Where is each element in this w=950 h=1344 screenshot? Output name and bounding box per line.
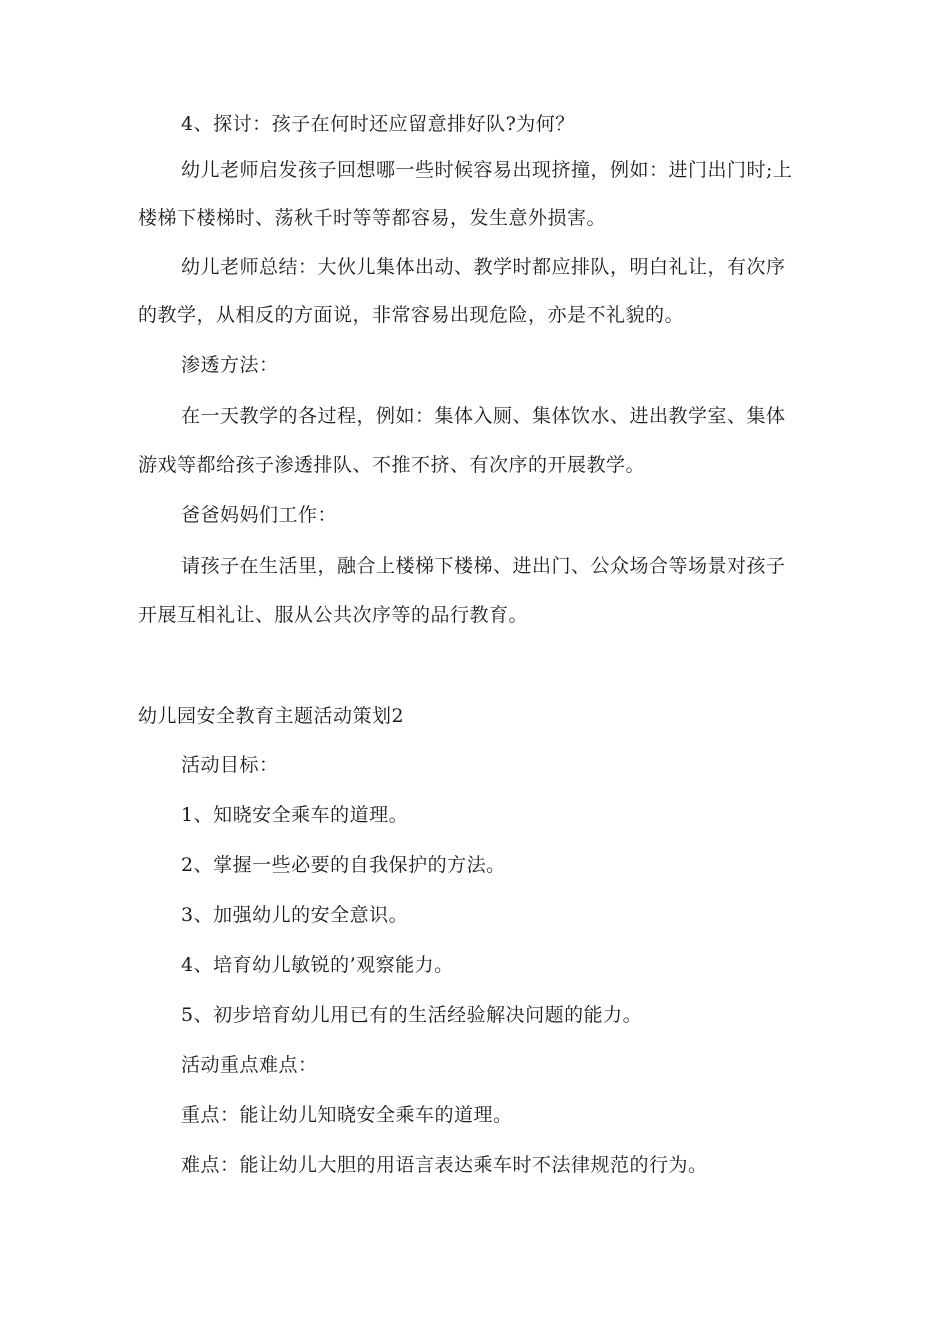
paragraph-difficult-point: 难点：能让幼儿大胆的用语言表达乘车时不法律规范的行为。 <box>181 1154 708 1176</box>
heading-activity-goals: 活动目标： <box>181 754 279 776</box>
paragraph-key-point: 重点：能让幼儿知晓安全乘车的道理。 <box>181 1104 513 1126</box>
paragraph-teacher-prompt-line1: 幼儿老师启发孩子回想哪一些时候容易出现挤撞，例如：进门出门时;上 <box>181 159 793 181</box>
paragraph-method-line2: 游戏等都给孩子渗透排队、不推不挤、有次序的开展教学。 <box>138 454 646 476</box>
list-item-goal-5: 5、初步培育幼儿用已有的生活经验解决问题的能力。 <box>181 1004 643 1026</box>
paragraph-teacher-summary-line2: 的教学，从相反的方面说，非常容易出现危险，亦是不礼貌的。 <box>138 304 685 326</box>
section-title: 幼儿园安全教育主题活动策划2 <box>138 705 405 727</box>
list-item-goal-3: 3、加强幼儿的安全意识。 <box>181 904 409 926</box>
paragraph-teacher-summary-line1: 幼儿老师总结：大伙儿集体出动、教学时都应排队，明白礼让，有次序 <box>181 256 786 278</box>
list-item-goal-1: 1、知晓安全乘车的道理。 <box>181 804 409 826</box>
paragraph-method-line1: 在一天教学的各过程，例如：集体入厕、集体饮水、进出教学室、集体 <box>181 405 786 427</box>
list-item-goal-2: 2、掌握一些必要的自我保护的方法。 <box>181 854 506 876</box>
paragraph-parents-line1: 请孩子在生活里，融合上楼梯下楼梯、进出门、公众场合等场景对孩子 <box>181 555 786 577</box>
heading-parents-work: 爸爸妈妈们工作： <box>181 504 338 526</box>
heading-key-difficult-points: 活动重点难点： <box>181 1054 318 1076</box>
paragraph-parents-line2: 开展互相礼让、服从公共次序等的品行教育。 <box>138 604 529 626</box>
paragraph-teacher-prompt-line2: 楼梯下楼梯时、荡秋千时等等都容易，发生意外损害。 <box>138 207 607 229</box>
paragraph-discussion-heading: 4、探讨：孩子在何时还应留意排好队?为何？ <box>181 113 575 135</box>
heading-infiltration-method: 渗透方法： <box>181 354 279 376</box>
list-item-goal-4: 4、培育幼儿敏锐的’观察能力。 <box>181 954 454 976</box>
